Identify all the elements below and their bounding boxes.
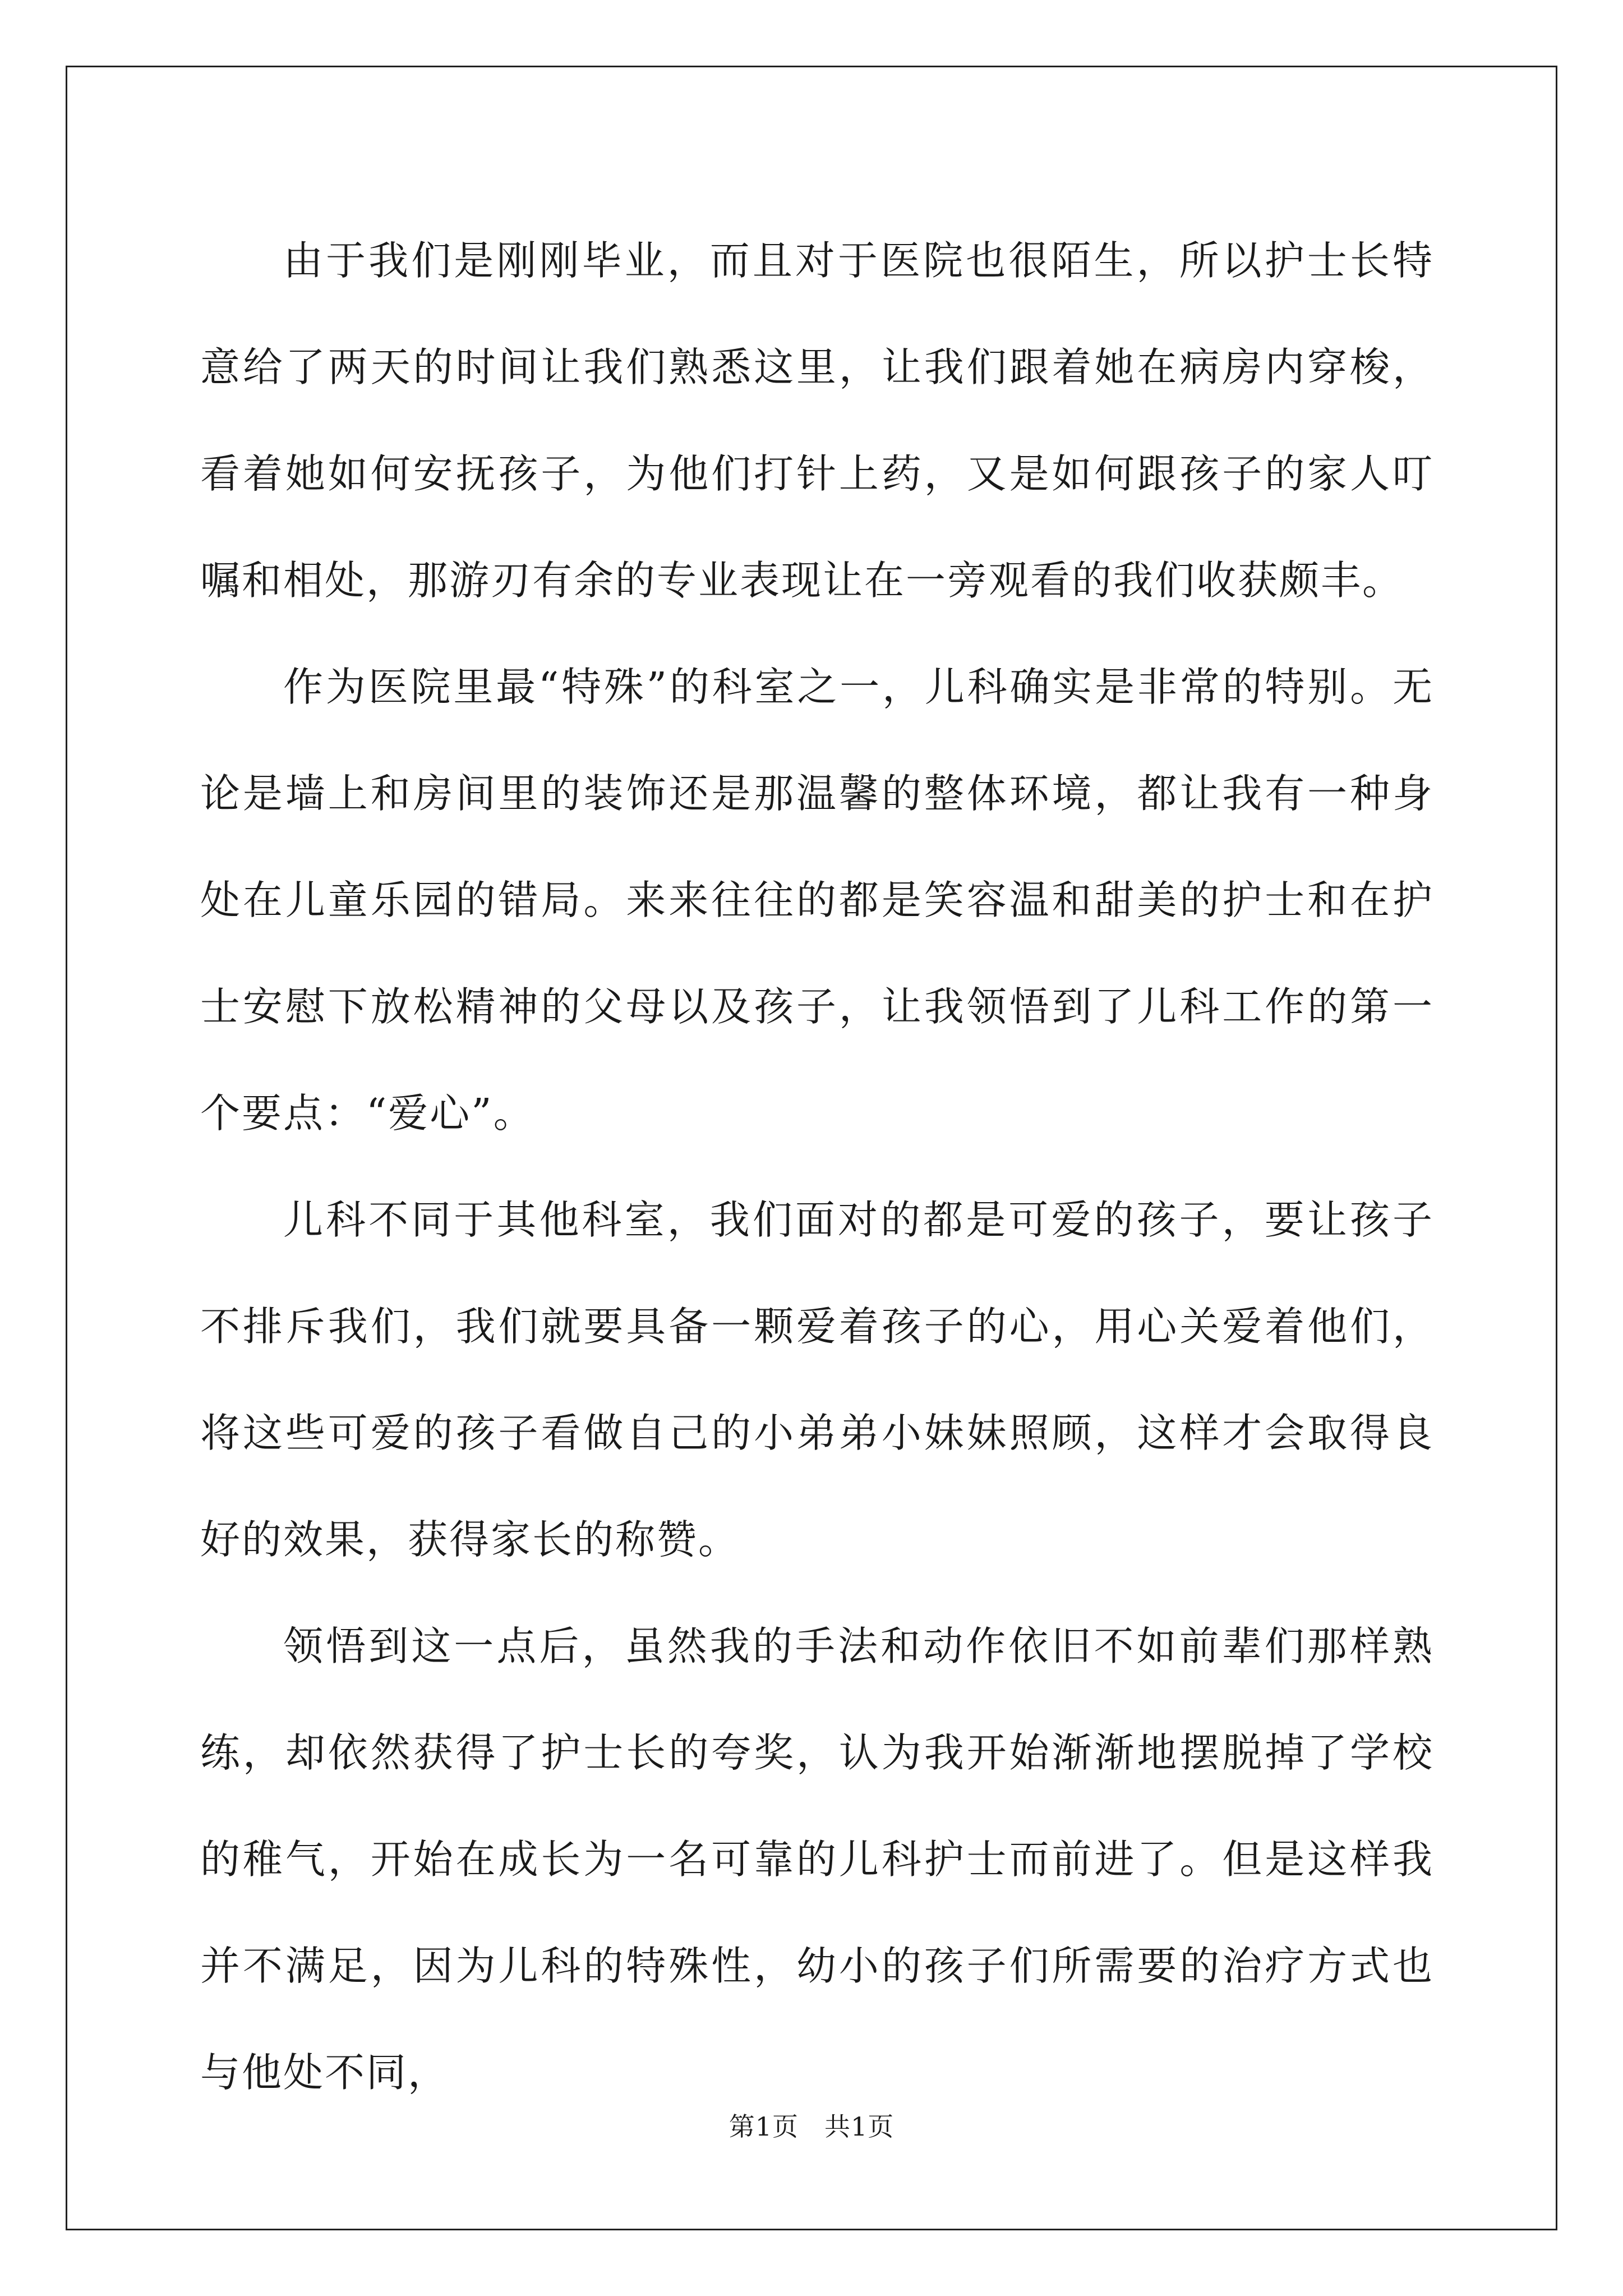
paragraph-4: 领悟到这一点后，虽然我的手法和动作依旧不如前辈们那样熟练，却依然获得了护士长的夸奖，认为我开始渐渐地摆脱掉了学校的稚气，开始在成长为一名可靠的儿科护士而前进了。但是这样我并不满足，因为儿科的特殊性，幼小的孩子们所需要的治疗方式也与他处不同， (200, 1623, 1434, 2096)
page-total: 共1页 (824, 2111, 895, 2142)
document-body (200, 208, 1434, 2126)
page-footer (0, 2106, 1623, 2143)
paragraph-1: 由于我们是刚刚毕业，而且对于医院也很陌生，所以护士长特意给了两天的时间让我们熟悉这里，让我们跟着她在病房内穿梭，看着她如何安抚孩子，为他们打针上药，又是如何跟孩子的家人叮嘱和相处，那游刃有余的专业表现让在一旁观看的我们收获颇丰。 (200, 237, 1434, 604)
paragraph-2: 作为医院里最“特殊”的科室之一，儿科确实是非常的特别。无论是墙上和房间里的装饰还是那温馨的整体环境，都让我有一种身处在儿童乐园的错局。来来往往的都是笑容温和甜美的护士和在护士安慰下放松精神的父母以及孩子，让我领悟到了儿科工作的第一个要点：“爱心”。 (200, 664, 1434, 1137)
paragraph-3: 儿科不同于其他科室，我们面对的都是可爱的孩子，要让孩子不排斥我们，我们就要具备一颗爱着孩子的心，用心关爱着他们，将这些可爱的孩子看做自己的小弟弟小妹妹照顾，这样才会取得良好的效果，获得家长的称赞。 (200, 1197, 1434, 1563)
page-number: 第1页 (728, 2111, 799, 2142)
